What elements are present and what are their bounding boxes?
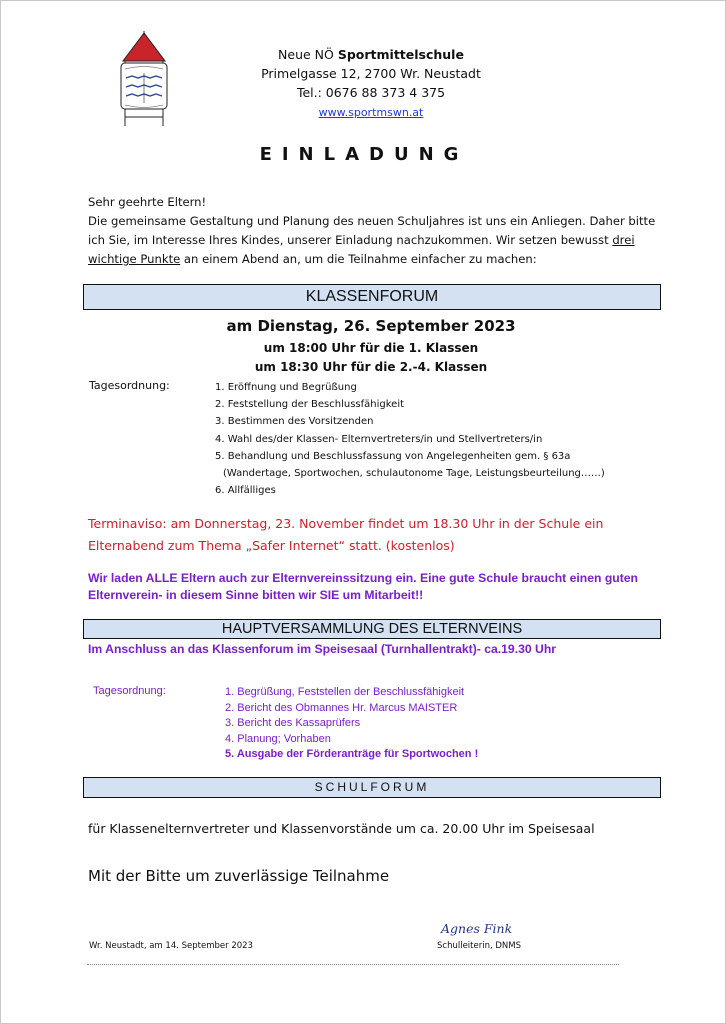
closing-text: Mit der Bitte um zuverlässige Teilnahme — [88, 867, 390, 885]
schulforum-text: für Klassenelternvertreter und Klassenvorstände um ca. 20.00 Uhr im Speisesaal — [88, 821, 595, 836]
agenda-item: 2. Feststellung der Beschlussfähigkeit — [215, 399, 405, 411]
elternverein-text: Wir laden ALLE Eltern auch zur Elternvereinssitzung ein. Eine gute Schule braucht einen guten Elternverein- in diesem Sinne bitten wir SIE um Mitarbeit!! — [88, 571, 638, 602]
agenda-item: 6. Allfälliges — [215, 485, 276, 497]
agenda-item: 1. Begrüßung, Feststellen der Beschlussfähigkeit — [225, 686, 465, 698]
agenda-item: 5. Behandlung und Beschlussfassung von Angelegenheiten gem. § 63a — [215, 450, 571, 462]
hauptversammlung-heading: HAUPTVERSAMMLUNG DES ELTERNVEINS — [83, 619, 661, 639]
hauptversammlung-intro: Im Anschluss an das Klassenforum im Speisesaal (Turnhallentrakt)- ca.19.30 Uhr — [88, 642, 557, 656]
hauptversammlung-agenda-label: Tagesordnung: — [93, 685, 166, 697]
school-website-link[interactable]: www.sportmswn.at — [318, 106, 424, 119]
school-logo — [113, 31, 175, 129]
school-name: Neue NÖ Sportmittelschule — [278, 47, 464, 62]
footer-role: Schulleiterin, DNMS — [437, 941, 521, 951]
footer-dotted-line — [87, 964, 619, 965]
klassenforum-agenda-label: Tagesordnung: — [89, 379, 170, 392]
klassenforum-agenda — [215, 379, 675, 499]
klassenforum-time-1: um 18:00 Uhr für die 1. Klassen — [263, 341, 479, 355]
terminaviso-text: Terminaviso: am Donnerstag, 23. November findet um 18.30 Uhr in der Schule ein Elternabend zum Thema „Safer Internet“ statt. (kostenlos) — [88, 516, 604, 553]
school-address: Primelgasse 12, 2700 Wr. Neustadt — [261, 66, 481, 81]
salutation: Sehr geehrte Eltern! — [88, 195, 207, 209]
intro-underlined: drei wichtige Punkte — [88, 233, 635, 266]
schulforum-heading: SCHULFORUM — [83, 777, 661, 798]
intro-text: Die gemeinsame Gestaltung und Planung des neuen Schuljahres ist uns ein Anliegen. Daher bitte ich Sie, im Interesse Ihres Kindes, unserer Einladung nachzukommen. Wir setzen bewusst drei wichtige Punkte an einem Abend an, um die Teilnahme einfacher zu machen: — [88, 214, 656, 266]
agenda-item: (Wandertage, Sportwochen, schulautonome Tage, Leistungsbeurteilung……) — [223, 468, 605, 480]
agenda-item: 4. Wahl des/der Klassen- Elternvertreters/in und Stellvertreters/in — [215, 433, 543, 445]
klassenforum-heading: KLASSENFORUM — [83, 284, 661, 310]
document-title: EINLADUNG — [259, 144, 469, 165]
agenda-item: 4. Planung; Vorhaben — [225, 732, 331, 745]
agenda-item-bold: 5. Ausgabe der Förderanträge für Sportwochen ! — [225, 748, 479, 761]
school-phone: Tel.: 0676 88 373 4 375 — [296, 85, 446, 100]
school-header — [231, 45, 511, 122]
intro-paragraph — [88, 193, 658, 269]
school-name-bold: Sportmittelschule — [337, 47, 464, 62]
klassenforum-time-2: um 18:30 Uhr für die 2.-4. Klassen — [254, 360, 488, 374]
agenda-item: 2. Bericht des Obmannes Hr. Marcus MAISTER — [225, 701, 458, 714]
klassenforum-date: am Dienstag, 26. September 2023 — [226, 317, 516, 335]
footer-place-date: Wr. Neustadt, am 14. September 2023 — [89, 941, 253, 951]
agenda-item: 3. Bestimmen des Vorsitzenden — [215, 416, 374, 428]
hauptversammlung-agenda — [225, 685, 625, 763]
agenda-item: 3. Bericht des Kassaprüfers — [225, 717, 361, 730]
agenda-item: 1. Eröffnung und Begrüßung — [215, 382, 357, 393]
signature: Agnes Fink — [441, 921, 513, 936]
